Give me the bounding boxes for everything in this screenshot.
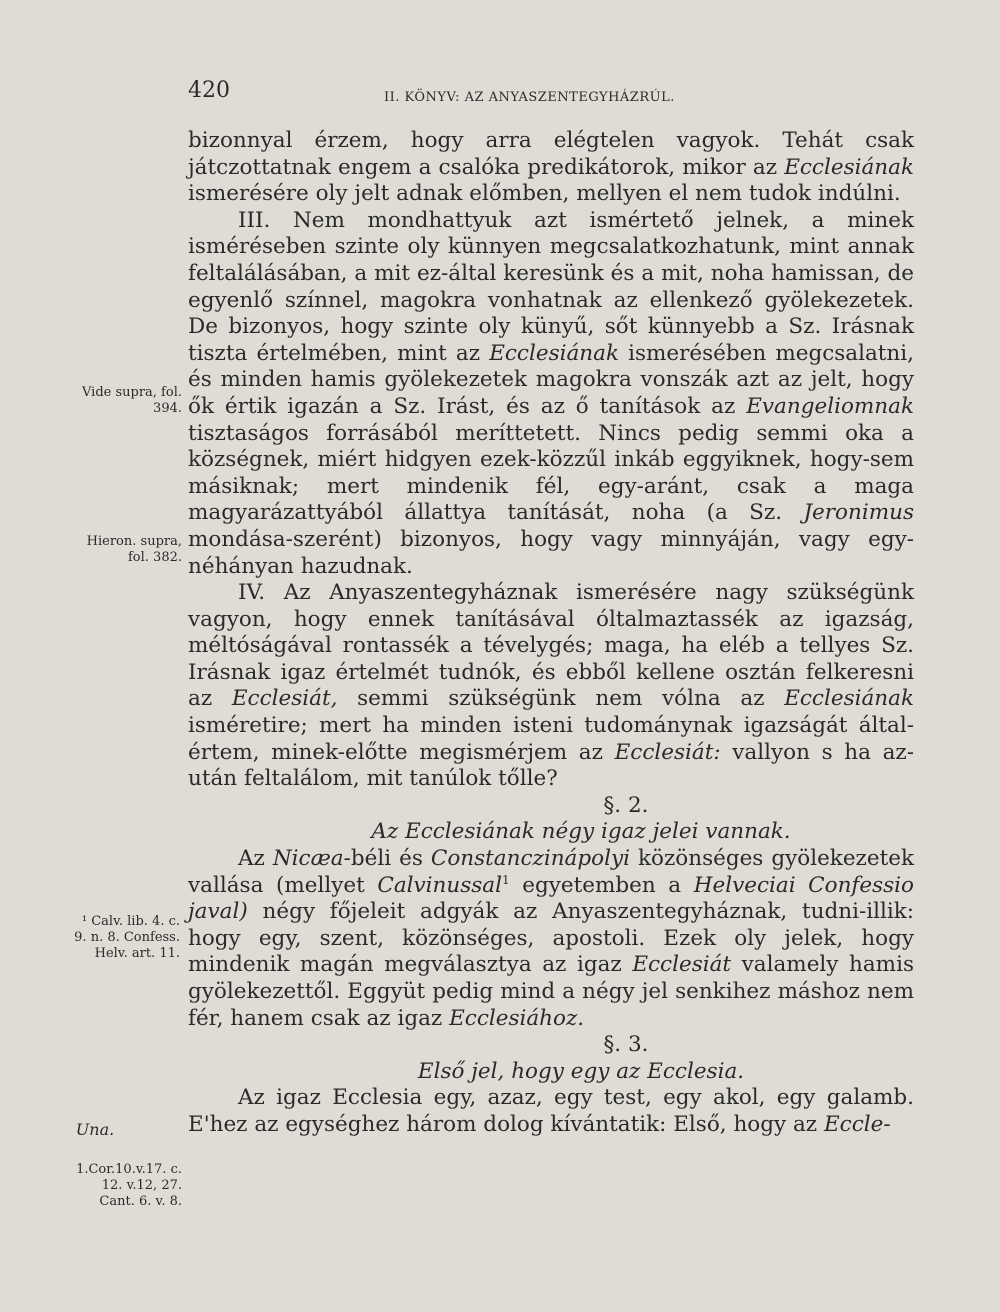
section-number: §. 2.	[603, 792, 649, 818]
margin-note: Vide supra, fol. 394.	[82, 385, 182, 416]
paragraph: bizonnyal érzem, hogy arra elégtelen vagyok. Tehát csak játczottatnak engem a csalóka predikátorok, mikor az Ecclesiának ismerésére oly jelt adnak előmben, mellyen el nem tudok indúlni.	[188, 128, 914, 207]
paragraph: Az Nicæa-béli és Constanczinápolyi közönséges gyölekezetek vallása (mellyet Calvinussal$^1$ egyetemben a Helveciai Confessio javal) négy főjeleit adgyák az Anyaszentegyháznak, tudni-illik: hogy egy, szent, közönséges, apostoli. Ezek oly jelek, hogy mindenik magán megválasztya az igaz Ecclesiát valamely hamis gyölekezettől. Eggyüt pedig mind a négy jel senkihez máshoz nem fér, hanem csak az igaz Ecclesiához.	[188, 846, 914, 1031]
margin-note: Una.	[75, 1120, 115, 1139]
paragraph: Az igaz Ecclesia egy, azaz, egy test, egy akol, egy galamb. E'hez az egységhez három dolog kívántatik: Első, hogy az Eccle-	[188, 1085, 914, 1137]
running-head: II. KÖNYV: AZ ANYASZENTEGYHÁZRÚL.	[384, 90, 675, 105]
page-header	[0, 78, 1000, 108]
section-heading: Az Ecclesiának négy igaz jelei vannak.	[371, 819, 791, 845]
margin-note: ¹ Calv. lib. 4. c. 9. n. 8. Confess. Helv. art. 11.	[74, 914, 180, 961]
margin-note: Hieron. supra, fol. 382.	[86, 534, 182, 565]
paragraph: III. Nem mondhattyuk azt ismértető jelnek, a minek isméréseben szinte oly künnyen megcsalatkozhatunk, mint annak feltalálásában, a mit ez-által keresünk és a mit, noha hamissan, de egyenlő színnel, magokra vonhatnak az ellenkező gyölekezetek. De bizonyos, hogy szinte oly künyű, sőt künnyebb a Sz. Irásnak tiszta értelmében, mint az Ecclesiának ismerésében megcsalatni, és minden hamis gyölekezetek magokra vonszák azt az jelt, hogy ők értik igazán a Sz. Irást, és az ő tanítások az Evangeliomnak tisztaságos forrásából meríttetett. Nincs pedig semmi oka a községnek, miért hidgyen ezek-közzűl inkáb eggyiknek, hogy-sem másiknak; mert mindenik fél, egy-aránt, csak a maga magyarázattyából állattya tanítását, noha (a Sz. Jeronimus mondása-szerént) bizonyos, hogy vagy minnyáján, vagy egy-néhányan hazudnak.	[188, 207, 914, 579]
margin-note: 1.Cor.10.v.17. c. 12. v.12, 27. Cant. 6. v. 8.	[76, 1162, 182, 1209]
section-number: §. 3.	[603, 1032, 649, 1058]
body-text	[188, 128, 914, 1139]
paragraph: IV. Az Anyaszentegyháznak ismerésére nagy szükségünk vagyon, hogy ennek tanításával óltalmaztassék az igazság, méltóságával rontassék a tévelygés; maga, ha eléb a tellyes Sz. Irásnak igaz értelmét tudnók, és ebből kellene osztán felkeresni az Ecclesiát, semmi szükségünk nem vólna az Ecclesiának isméretire; mert ha minden isteni tudománynak igazságát által-értem, minek-előtte megismérjem az Ecclesiát: vallyon s ha az-után feltalálom, mit tanúlok tőlle?	[188, 580, 914, 792]
page-number: 420	[188, 78, 230, 103]
section-heading: Első jel, hogy egy az Ecclesia.	[417, 1058, 745, 1084]
